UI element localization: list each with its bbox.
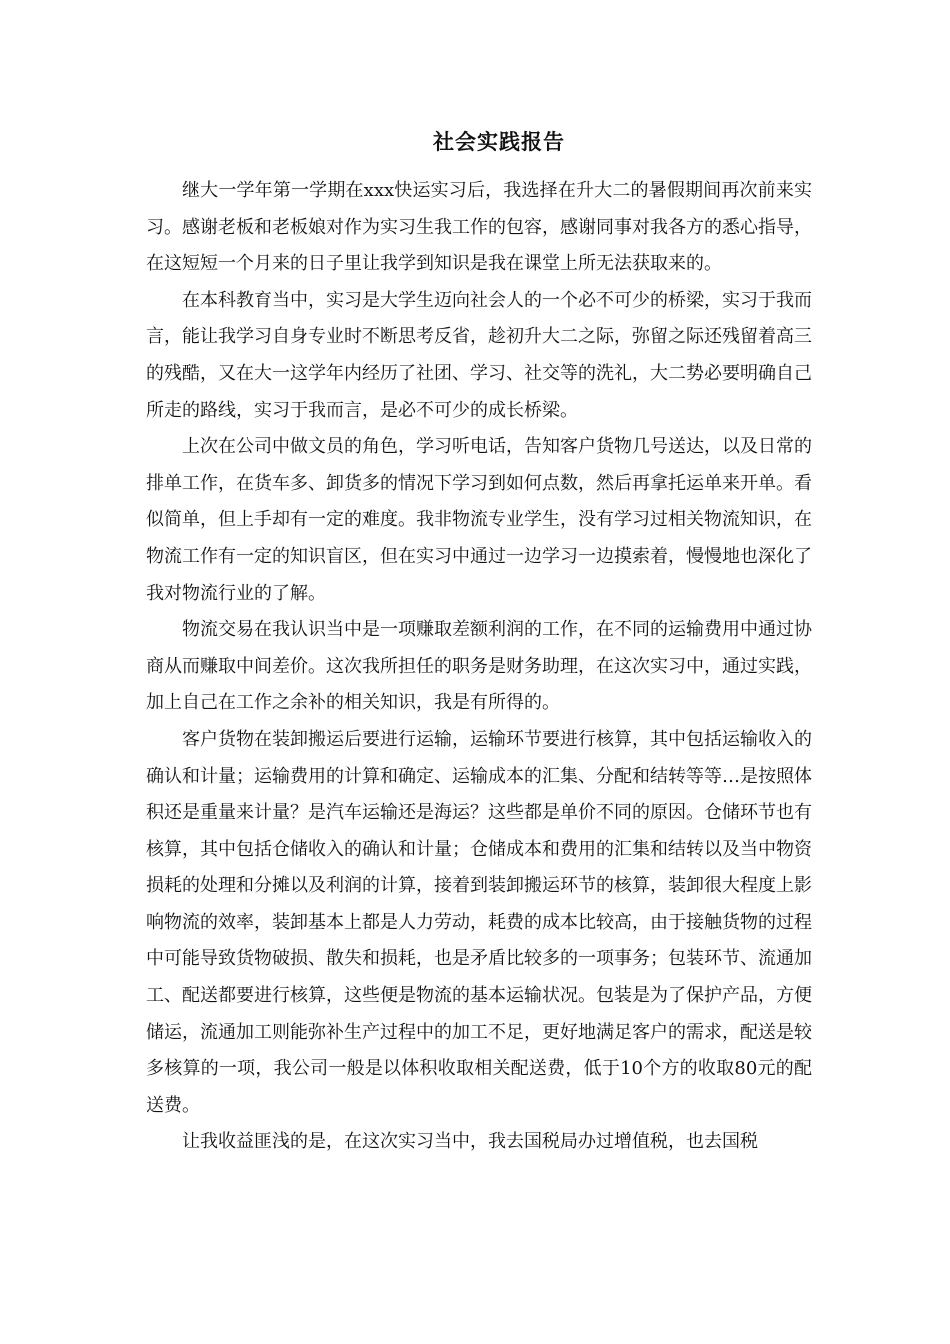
paragraph-2: 在本科教育当中，实习是大学生迈向社会人的一个必不可少的桥梁，实习于我而言，能让我学习自身专业时不断思考反省，趁初升大二之际，弥留之际还残留着高三的残酷，又在大一这学年内经历了社团、学习、社交等的洗礼，大二势必要明确自己所走的路线，实习于我而言，是必不可少的成长桥梁。 — [146, 289, 812, 421]
paragraph-1: 继大一学年第一学期在xxx快运实习后，我选择在升大二的暑假期间再次前来实习。感谢老板和老板娘对作为实习生我工作的包容，感谢同事对我各方的悉心指导，在这短短一个月来的日子里让我学到知识是我在课堂上所无法获取来的。 — [146, 180, 812, 275]
paragraph-4: 物流交易在我认识当中是一项赚取差额利润的工作，在不同的运输费用中通过协商从而赚取中间差价。这次我所担任的职务是财务助理，在这次实习中，通过实践，加上自己在工作之余补的相关知识，我是有所得的。 — [146, 619, 812, 714]
paragraph-5: 客户货物在装卸搬运后要进行运输，运输环节要进行核算，其中包括运输收入的确认和计量；运输费用的计算和确定、运输成本的汇集、分配和结转等等…是按照体积还是重量来计量？是汽车运输还是海运？这些都是单价不同的原因。仓储环节也有核算，其中包括仓储收入的确认和计量；仓储成本和费用的汇集和结转以及当中物资损耗的处理和分摊以及利润的计算，接着到装卸搬运环节的核算，装卸很大程度上影响物流的效率，装卸基本上都是人力劳动，耗费的成本比较高，由于接触货物的过程中可能导致货物破损、散失和损耗，也是矛盾比较多的一项事务；包装环节、流通加工、配送都要进行核算，这些便是物流的基本运输状况。包装是为了保护产品，方便储运，流通加工则能弥补生产过程中的加工不足，更好地满足客户的需求，配送是较多核算的一项，我公司一般是以体积收取相关配送费，低于10个方的收取80元的配送费。 — [146, 728, 812, 1116]
document-body — [146, 173, 812, 1161]
paragraph-3: 上次在公司中做文员的角色，学习听电话，告知客户货物几号送达，以及日常的排单工作，在货车多、卸货多的情况下学习到如何点数，然后再拿托运单来开单。看似简单，但上手却有一定的难度。我非物流专业学生，没有学习过相关物流知识，在物流工作有一定的知识盲区，但在实习中通过一边学习一边摸索着，慢慢地也深化了我对物流行业的了解。 — [146, 436, 812, 604]
page-title: 社会实践报告 — [433, 130, 565, 154]
paragraph-6: 让我收益匪浅的是，在这次实习当中，我去国税局办过增值税，也去国税 — [182, 1131, 758, 1153]
